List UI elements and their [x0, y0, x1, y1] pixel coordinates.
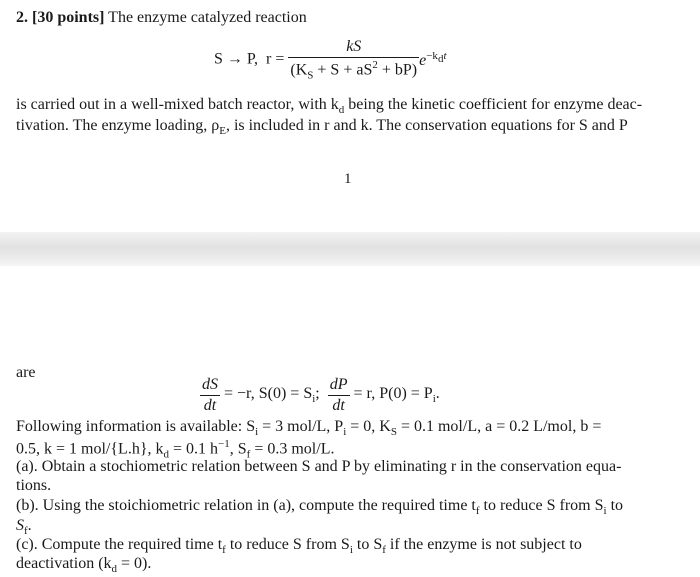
rate-equation: S → P, r = $\frac{kS}{(K_S + S + aS^2 + bP)}$ $e^{-k_dt}$ [214, 38, 447, 82]
page-top [0, 0, 700, 232]
question-a-line-2: tions. [16, 477, 52, 494]
question-c-line-2: deactivation $(k_d = 0)$. [16, 555, 152, 576]
rate-fraction: $\frac{kS}{(K_S + S + aS^2 + bP)}$ [290, 38, 418, 82]
info-line-2: 0.5, k = 1 mol/{L.h}, $k_d = 0.1$ $h^{-1}$, $S_f = 0.3$ mol/L. [16, 438, 335, 461]
page-number: 1 [344, 171, 352, 187]
text-line-1: is carried out in a well-mixed batch reactor, with $k_d$ being the kinetic coefficient for enzyme deac- [16, 96, 643, 117]
question-b-line-2: $S_f$. [16, 517, 32, 538]
page-bottom [0, 266, 700, 577]
question-a-line-1: (a). Obtain a stochiometric relation between S and P by eliminating r in the conservation equa- [16, 458, 622, 475]
text-line-2: tivation. The enzyme loading, $\rho_E$, is included in r and k. The conservation equations for S and P [16, 117, 628, 138]
question-b-line-1: (b). Using the stoichiometric relation in (a), compute the required time $t_f$ to reduce S from $S_i$ to [16, 497, 624, 518]
problem-heading: 2. [30 points] The enzyme catalyzed reaction [16, 9, 307, 26]
conservation-equations: $\frac{dS}{dt}$ = −r, $S(0) = S_i$; $\frac{dP}{dt}$ = r, $P(0) = P_i$. [202, 376, 440, 414]
page-break [0, 232, 700, 266]
question-c-line-1: (c). Compute the required time $t_f$ to reduce S from $S_i$ to $S_f$ if the enzyme is not subject to [16, 536, 582, 557]
info-line-1: Following information is available: $S_i = 3$ mol/L, $P_i = 0$, $K_S = 0.1$ mol/L, a = 0.2 L/mol, b = [16, 418, 602, 439]
are-text: are [16, 364, 36, 381]
